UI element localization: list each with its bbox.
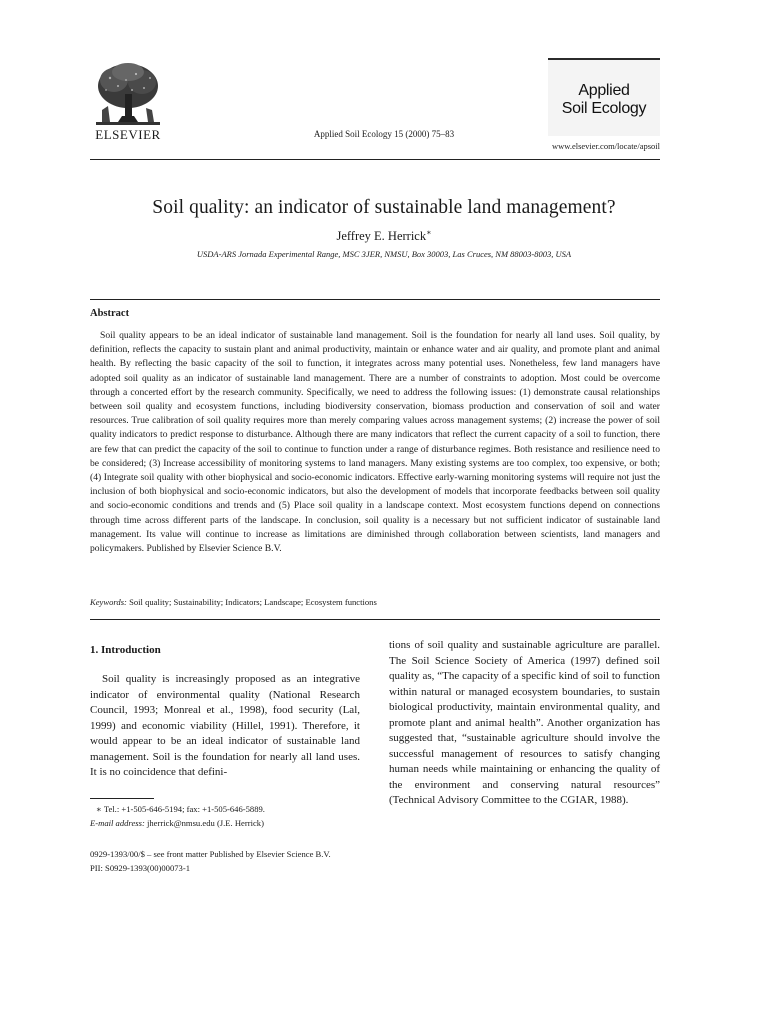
journal-reference: Applied Soil Ecology 15 (2000) 75–83 — [313, 129, 455, 139]
abstract-bottom-divider — [90, 619, 660, 620]
author-footnote-mark[interactable]: ∗ — [426, 228, 432, 237]
journal-brand-box — [548, 58, 660, 136]
keywords-label: Keywords: — [90, 597, 127, 607]
abstract-top-divider — [90, 299, 660, 300]
section-heading-introduction: 1. Introduction — [90, 644, 161, 656]
publisher-name: ELSEVIER — [95, 127, 161, 142]
journal-brand-line-1: Applied — [578, 82, 630, 99]
header-divider — [90, 159, 660, 160]
email-address[interactable]: jherrick@nmsu.edu (J.E. Herrick) — [144, 818, 264, 828]
front-matter — [90, 847, 331, 875]
journal-brand-title — [548, 60, 660, 118]
journal-url-link[interactable]: www.elsevier.com/locate/apsoil — [551, 141, 660, 151]
footnote-contact: ∗ Tel.: +1-505-646-5194; fax: +1-505-646-5889. — [96, 804, 265, 814]
journal-brand-line-2: Soil Ecology — [561, 100, 647, 117]
intro-paragraph-left: Soil quality is increasingly proposed as an integrative indicator of environmental quality (National Research Council, 1993; Monreal et al., 1998), food security (Lal, 1999) and economic viability (Hillel, 1991). Therefore, it would appear to be an ideal indicator of sustainable land management. Soil is the foundation for nearly all land uses. It is no coincidence that defini- — [90, 673, 360, 778]
footnote-divider — [90, 798, 154, 799]
keywords-list: Soil quality; Sustainability; Indicators; Landscape; Ecosystem functions — [129, 597, 377, 607]
abstract-body: Soil quality appears to be an ideal indicator of sustainable land management. Soil is the foundation for nearly all land uses. Soil quality, by definition, reflects the capacity to sustain plant and animal productivity, maintain or enhance water and air quality, and promote plant and animal health. By reflecting the basic capacity of the soil to function, it integrates across many potential uses. Nonetheless, few land managers have adopted soil quality as an indicator of sustainable land management. There are a number of constraints to adoption. Most could be overcome through a concerted effort by the research community. Specifically, we need to address the following issues: (1) demonstrate causal relationships between soil quality and ecosystem functions, including biodiversity conservation, biomass production and conservation of soil and water resources. True calibration of soil quality requires more than merely comparing values across management systems; (2) increase the power of soil quality indicators to predict response to disturbance. Although there are many indicators that reflect the current capacity of a soil to function, there are few that can predict the capacity of the soil to continue to function under a range of disturbance regimes. Both resistance and resilience need to be considered; (3) Increase accessibility of monitoring systems to land managers. Many existing systems are too complex, too expensive, or both; (4) Integrate soil quality with other biophysical and socio-economic indicators. Effective early-warning monitoring systems will require not just the inclusion of both biophysical and socio-economic indicators, but also the development of models that incorporate feedbacks between soil quality and socio-economic conditions and trends and (5) Place soil quality in a landscape context. Most ecosystem functions depend on connections through time across different parts of the landscape. In conclusion, soil quality is a necessary but not sufficient indicator of sustainable land management. Its value will continue to increase as limitations are diminished through collaboration between scientists, land managers and policymakers. Published by Elsevier Science B.V. — [90, 330, 660, 555]
author-line — [0, 228, 768, 244]
email-label: E-mail address: — [90, 818, 145, 828]
pii-line: PII: S0929-1393(00)00073-1 — [90, 863, 191, 873]
article-title: Soil quality: an indicator of sustainable land management? — [152, 197, 616, 218]
author-affiliation: USDA-ARS Jornada Experimental Range, MSC 3JER, NMSU, Box 30003, Las Cruces, NM 88003-8003, USA — [196, 249, 572, 259]
keywords-line — [90, 597, 660, 607]
issn-line: 0929-1393/00/$ – see front matter Published by Elsevier Science B.V. — [90, 849, 331, 859]
elsevier-tree-logo-icon — [88, 60, 168, 132]
intro-paragraph-right: tions of soil quality and sustainable agriculture are parallel. The Soil Science Society of America (1997) defined soil quality as, “The capacity of a specific kind of soil to function within natural or managed ecosystem boundaries, to sustain biological productivity, maintain environmental quality, and promote plant and animal health”. Another organization has suggested that, “sustainable agriculture should involve the successful management of resources to satisfy changing human needs while maintaining or enhancing the quality of the environment and conserving natural resources” (Technical Advisory Committee to the CGIAR, 1988). — [389, 639, 660, 806]
author-name: Jeffrey E. Herrick — [336, 229, 427, 244]
abstract-heading: Abstract — [90, 308, 130, 319]
right-column — [389, 638, 660, 809]
footnote-email — [90, 818, 264, 828]
left-column — [90, 644, 360, 781]
